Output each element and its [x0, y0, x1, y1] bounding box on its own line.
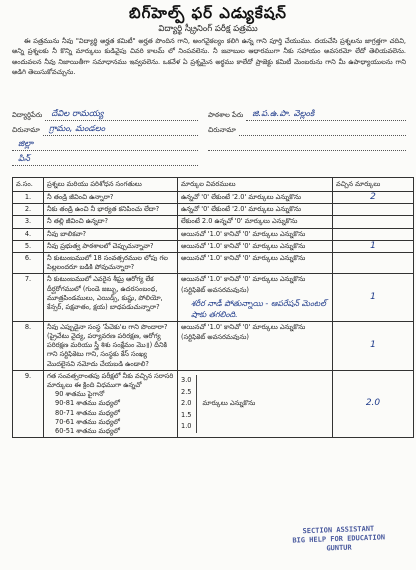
row-marks-rule: అయినచో '1.0' కానిచో '0' మార్కులు ఎన్నుకొను: [178, 253, 333, 274]
grade-band: 70-61 శాతము మధ్యలో: [55, 417, 120, 426]
row-question: నీ తల్లి జీవించి ఉన్నదా?: [44, 216, 178, 228]
row-question: నీవు బాలికవా?: [44, 228, 178, 240]
table-row: [13, 253, 414, 274]
row-marks-answer[interactable]: 1: [333, 274, 414, 321]
instructions-paragraph: ఈ పత్రమును నీవు "విద్యార్థి అర్హత కమిటీ" అర్హత పొందిన గాని, అంగవైకల్యం కలిగి ఉన్న గాని పూర్తి చేయుము. దయచేసి ప్రశ్నలను జాగ్రత్తగా చదివి, అన్ని ప్రశ్నలకు నీ కొన్ని మార్కులు కుడివైపు చివరి కాలమ్ లో నింపవలెను. నీ జవాబుల ఆధారముగా నీకు సహాయం అవసరమో లేదో తెలియవలెను. అందువలన నీవు నిజాయితీగా సమాధానము ఇవ్వవలెను. ఒకవేళ ఏ ప్రశ్నమైన అర్థము కాలేదో ప్రాజెక్టు కమిటీ మెంబరును గాని మీ ఉపాధ్యాయులను గాని అడిగి తెలుసుకోవచ్చును.: [12, 37, 406, 77]
address-label-right: చిరునామా: [208, 126, 236, 134]
table-row: [13, 321, 414, 370]
row-marks-answer[interactable]: 2.0: [333, 370, 414, 437]
header-marks-rule: మార్కుల వివరములు: [178, 178, 333, 192]
table-row: [13, 274, 414, 321]
grade-mark: 1.5: [181, 410, 192, 419]
row-marks-rule: ఉన్నచో '0' లేకుంటే '2.0' మార్కులు ఎన్నుకొను: [178, 192, 333, 204]
address-line-3-right: [208, 137, 406, 151]
row-marks-rule: ఉన్నచో '0' లేకుంటే '2.0' మార్కులు ఎన్నుకొను: [178, 204, 333, 216]
student-name-row: [12, 107, 198, 121]
row-marks-rule: లేకుంటే 2.0 ఉన్నచో '0' మార్కులు ఎన్నుకొను: [178, 216, 333, 228]
address-row-right: [208, 122, 406, 136]
row-marks-rule-cell: [178, 274, 333, 321]
row-marks-answer[interactable]: 1: [333, 240, 414, 252]
school-name-label: పాఠశాల పేరు: [208, 111, 244, 119]
row-marks-answer[interactable]: [333, 216, 414, 228]
grade-mark-scale: [181, 375, 329, 433]
school-name-field[interactable]: జి.ప.ఉ.పా. వెల్లంకి: [246, 109, 406, 121]
header-serial: వ.సం.: [13, 178, 44, 192]
grade-band: 90-81 శాతము మధ్యలో: [55, 399, 120, 408]
row-marks-answer[interactable]: 1: [333, 321, 414, 370]
row-marks-rule: అయినచో '1.0' కానిచో '0' మార్కులు ఎన్నుకొను: [178, 228, 333, 240]
grade-mark: 2.5: [181, 387, 192, 396]
address-line-3: [12, 137, 198, 151]
row-question: గత సంవత్సరాంతపు పరీక్షలో నీకు వచ్చిన సరాసరి మార్కులు ఈ క్రింది విధముగా ఉన్నచో: [47, 371, 174, 390]
address-line-4-field[interactable]: పిన్: [12, 154, 198, 166]
row-serial: 6.: [13, 253, 44, 274]
row-marks-answer[interactable]: [333, 228, 414, 240]
row-marks-rule: అయినచో '1.0' కానిచో '0' మార్కులు ఎన్నుకొను: [181, 322, 306, 331]
address-label: చిరునామా: [12, 126, 40, 134]
address-field-right[interactable]: [239, 124, 406, 136]
page-title: బిగ్‌హెల్ప్ ఫర్ ఎడ్యుకేషన్: [129, 4, 287, 22]
address-row: [12, 122, 198, 136]
grade-mark: 1.0: [181, 422, 192, 431]
table-row: [13, 240, 414, 252]
row-marks-rule: అయినచో '1.0' కానిచో '0' మార్కులు ఎన్నుకొను: [181, 275, 306, 284]
office-stamp: [264, 523, 413, 570]
header-question: ప్రశ్నలు మరియు పరిశోధన సంగతులు: [44, 178, 178, 192]
row-question: నీ కుటుంబములో ఎవరైన శీఘ్ర ఆరోగ్య లేక దీర్ఘరోగములో (గుండె జబ్బు, ఉదరసంబంధ, మూత్రపిండములు, ఎయిడ్స్, కుష్టు, పోలియో, కేన్సర్, పక్షవాతం, క్షయ) బాధపడుచున్నారా?: [44, 274, 178, 321]
grade-mark: 2.0: [181, 399, 192, 408]
address-line-3-right-field[interactable]: [208, 139, 406, 151]
stamp-line: BIG HELP FOR EDUCATION: [292, 533, 386, 545]
row-question: నీ కుటుంబములో 18 సంవత్సరముల లోపు గల పిల్లలందరూ బడికి పోవుచున్నారా?: [44, 253, 178, 274]
row-question: నీ తండ్రి జీవించి ఉన్నారా?: [44, 192, 178, 204]
row-question: నీవు ఎప్పుడైనా సంస్థ 'పేచెకు'ల గాని పొందారా? (ప్రైవేటు వైద్య, పర్యావరణ పరిరక్షణ, ఆరోగ్య పరిరక్షణ మరియు స్త్రీ శిశు సంక్షేమం మొ॥) దీనికి గాని సర్టిఫికెటు గాని, సంస్థకు కేస్ సంఖ్య మొదలైనవి నమోదు చేయబడి ఉండాలి?: [44, 321, 178, 370]
grade-band: 60-51 శాతము మధ్యలో: [55, 427, 120, 436]
row-serial: 8.: [13, 321, 44, 370]
address-field[interactable]: గ్రామం, మండలం: [43, 124, 198, 136]
student-name-label: విద్యార్థిపేరు: [12, 111, 43, 119]
certificate-note: (సర్టిఫికెట్ అవసరమవును): [181, 285, 249, 294]
row-question: నీవు ప్రభుత్వ పాఠశాలలో చెప్పుచున్నావా?: [44, 240, 178, 252]
handwritten-remark: శరీర నాడీ పోతున్నాయి - ఆపరేషన్ మెంటల్ షాకు తగలింది.: [191, 298, 326, 319]
row-question: నీకు తండ్రి ఉంచి నీ భార్యత కనిపించు లేదా?: [44, 204, 178, 216]
row-marks-answer[interactable]: [333, 204, 414, 216]
grade-band-list: [47, 390, 174, 436]
address-line-4: [12, 152, 198, 166]
row-marks-answer[interactable]: [333, 253, 414, 274]
row-marks-rule: అయినచో '1.0' కానిచో '0' మార్కులు ఎన్నుకొను: [178, 240, 333, 252]
row-serial: 1.: [13, 192, 44, 204]
row-serial: 2.: [13, 204, 44, 216]
grade-band: 80-71 శాతము మధ్యలో: [55, 408, 120, 417]
grade-band: 90 శాతము పైగానో: [55, 390, 105, 399]
student-name-field[interactable]: దేవిల రామయ్య: [45, 109, 198, 121]
page-subtitle: విద్యార్థి స్క్రీనింగ్ పరీక్ష పత్రము: [158, 24, 258, 34]
row-marks-rule-cell: [178, 321, 333, 370]
table-row: [13, 192, 414, 204]
stamp-line: GUNTUR: [326, 543, 352, 553]
table-row: [13, 216, 414, 228]
certificate-note: (సర్టిఫికెట్ అవసరమవును): [181, 333, 249, 342]
row-serial: 4.: [13, 228, 44, 240]
table-header-row: [13, 178, 414, 192]
grade-mark-values: [181, 375, 197, 433]
table-row: [13, 204, 414, 216]
row-marks-answer[interactable]: 2: [333, 192, 414, 204]
header-marks-obtained: వచ్చిన మార్కులు: [333, 178, 414, 192]
row-marks-rule: మార్కులు ఎన్నుకొను: [202, 399, 256, 408]
grade-mark: 3.0: [181, 376, 192, 385]
table-row: [13, 228, 414, 240]
row-marks-rule-cell: [178, 370, 333, 437]
row-serial: 5.: [13, 240, 44, 252]
address-line-3-field[interactable]: జిల్లా: [12, 139, 198, 151]
school-name-row: [208, 107, 406, 121]
table-row: [13, 370, 414, 437]
row-serial: 7.: [13, 274, 44, 321]
row-serial: 3.: [13, 216, 44, 228]
row-serial: 9.: [13, 370, 44, 437]
stamp-line: SECTION ASSISTANT: [302, 524, 375, 536]
screening-questions-table: [12, 177, 414, 438]
row-question-cell: [44, 370, 178, 437]
